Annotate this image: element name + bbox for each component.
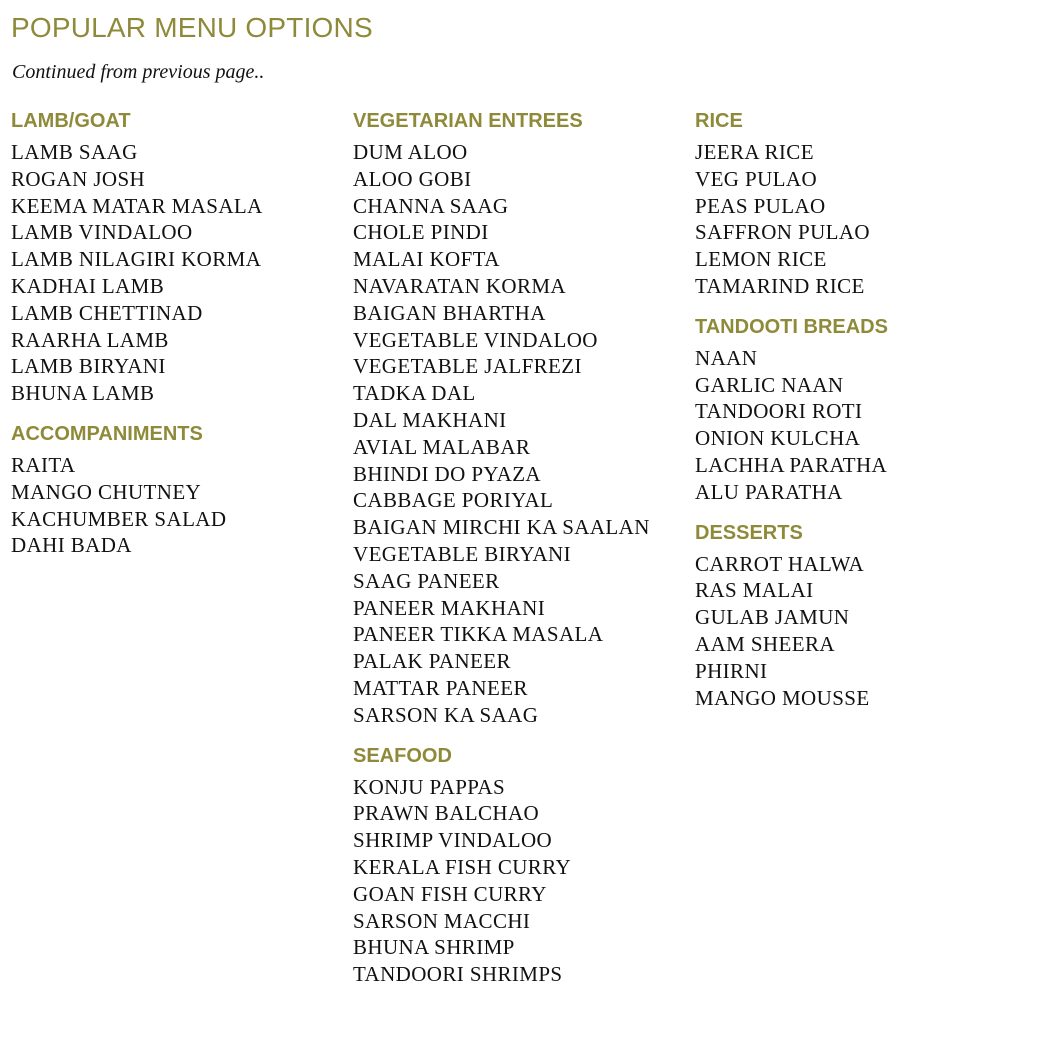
menu-item: LACHHA PARATHA <box>695 452 888 477</box>
menu-column-3 <box>695 108 888 725</box>
menu-item: RAS MALAI <box>695 578 814 603</box>
section-heading: VEGETARIAN ENTREES <box>353 110 583 132</box>
menu-section-rice <box>695 108 888 300</box>
menu-item: DUM ALOO <box>353 140 468 164</box>
menu-item: TAMARIND RICE <box>695 273 865 298</box>
menu-item: LAMB VINDALOO <box>11 220 193 245</box>
menu-item: NAVARATAN KORMA <box>353 273 566 298</box>
menu-item: DAL MAKHANI <box>353 407 507 432</box>
menu-item: BAIGAN MIRCHI KA SAALAN <box>353 515 650 540</box>
menu-item: SAAG PANEER <box>353 568 500 593</box>
menu-item: VEGETABLE VINDALOO <box>353 327 598 352</box>
menu-column-2 <box>353 108 650 1002</box>
menu-item: MANGO MOUSSE <box>695 685 870 710</box>
menu-item: CARROT HALWA <box>695 551 865 576</box>
menu-item: VEG PULAO <box>695 166 818 191</box>
menu-column-1 <box>11 108 263 573</box>
menu-item: SAFFRON PULAO <box>695 220 870 245</box>
menu-item: MANGO CHUTNEY <box>11 479 202 504</box>
section-heading: SEAFOOD <box>353 744 452 767</box>
menu-item: BAIGAN BHARTHA <box>353 300 546 325</box>
menu-item: TADKA DAL <box>353 381 476 406</box>
menu-item: PANEER MAKHANI <box>353 595 546 620</box>
page-title: POPULAR MENU OPTIONS <box>11 12 373 43</box>
menu-item-list <box>695 345 888 506</box>
menu-item: LEMON RICE <box>695 247 827 272</box>
menu-item: PRAWN BALCHAO <box>353 801 540 826</box>
menu-item: TANDOORI ROTI <box>695 399 863 424</box>
menu-item: KEEMA MATAR MASALA <box>11 193 263 218</box>
menu-item: RAITA <box>11 452 76 477</box>
menu-item: KACHUMBER SALAD <box>11 506 227 531</box>
menu-item: DAHI BADA <box>11 533 132 558</box>
menu-item: VEGETABLE BIRYANI <box>353 541 572 566</box>
menu-section-lamb-goat <box>11 108 263 407</box>
menu-item: GULAB JAMUN <box>695 605 850 630</box>
menu-item: CHANNA SAAG <box>353 193 509 218</box>
menu-item-list <box>11 139 263 407</box>
menu-section-tandooti-breads <box>695 314 888 506</box>
menu-item: CABBAGE PORIYAL <box>353 488 554 513</box>
menu-item: BHINDI DO PYAZA <box>353 461 541 486</box>
menu-item: PALAK PANEER <box>353 649 511 674</box>
menu-item: PEAS PULAO <box>695 193 826 218</box>
menu-item: LAMB SAAG <box>11 140 138 164</box>
section-heading: RICE <box>695 110 743 132</box>
menu-item: KADHAI LAMB <box>11 273 165 298</box>
menu-item: TANDOORI SHRIMPS <box>353 962 563 987</box>
menu-item-list <box>695 139 888 300</box>
menu-section-accompaniments <box>11 421 263 559</box>
menu-item: KONJU PAPPAS <box>353 774 506 799</box>
menu-item: BHUNA SHRIMP <box>353 935 515 960</box>
menu-item: AVIAL MALABAR <box>353 434 531 459</box>
menu-item: NAAN <box>695 345 758 370</box>
menu-item: SHRIMP VINDALOO <box>353 828 553 853</box>
menu-item-list <box>11 452 263 559</box>
menu-item: LAMB BIRYANI <box>11 354 166 379</box>
menu-item: GARLIC NAAN <box>695 372 844 397</box>
menu-item: PANEER TIKKA MASALA <box>353 622 604 647</box>
menu-item: PHIRNI <box>695 658 768 683</box>
menu-item: ROGAN JOSH <box>11 166 146 191</box>
menu-item: JEERA RICE <box>695 140 814 164</box>
menu-item: GOAN FISH CURRY <box>353 881 547 906</box>
menu-item: ONION KULCHA <box>695 426 861 451</box>
menu-item: ALOO GOBI <box>353 166 472 191</box>
section-heading: DESSERTS <box>695 521 803 544</box>
menu-item-list <box>353 139 650 729</box>
menu-item: LAMB NILAGIRI KORMA <box>11 247 262 272</box>
menu-item-list <box>695 551 888 712</box>
section-heading: LAMB/GOAT <box>11 110 131 132</box>
menu-item: BHUNA LAMB <box>11 381 155 406</box>
continued-note: Continued from previous page.. <box>12 61 265 83</box>
menu-item: MATTAR PANEER <box>353 675 528 700</box>
section-heading: TANDOOTI BREADS <box>695 315 888 338</box>
menu-item: SARSON MACCHI <box>353 908 531 933</box>
section-heading: ACCOMPANIMENTS <box>11 422 203 445</box>
menu-item: ALU PARATHA <box>695 479 843 504</box>
menu-item: AAM SHEERA <box>695 631 835 656</box>
menu-section-seafood <box>353 743 650 988</box>
menu-item: MALAI KOFTA <box>353 247 500 272</box>
menu-item: LAMB CHETTINAD <box>11 300 203 325</box>
menu-item: SARSON KA SAAG <box>353 702 539 727</box>
menu-section-desserts <box>695 520 888 712</box>
menu-item-list <box>353 774 650 988</box>
menu-item: CHOLE PINDI <box>353 220 489 245</box>
menu-item: RAARHA LAMB <box>11 327 169 352</box>
menu-item: KERALA FISH CURRY <box>353 854 572 879</box>
menu-section-vegetarian-entrees <box>353 108 650 729</box>
menu-item: VEGETABLE JALFREZI <box>353 354 582 379</box>
